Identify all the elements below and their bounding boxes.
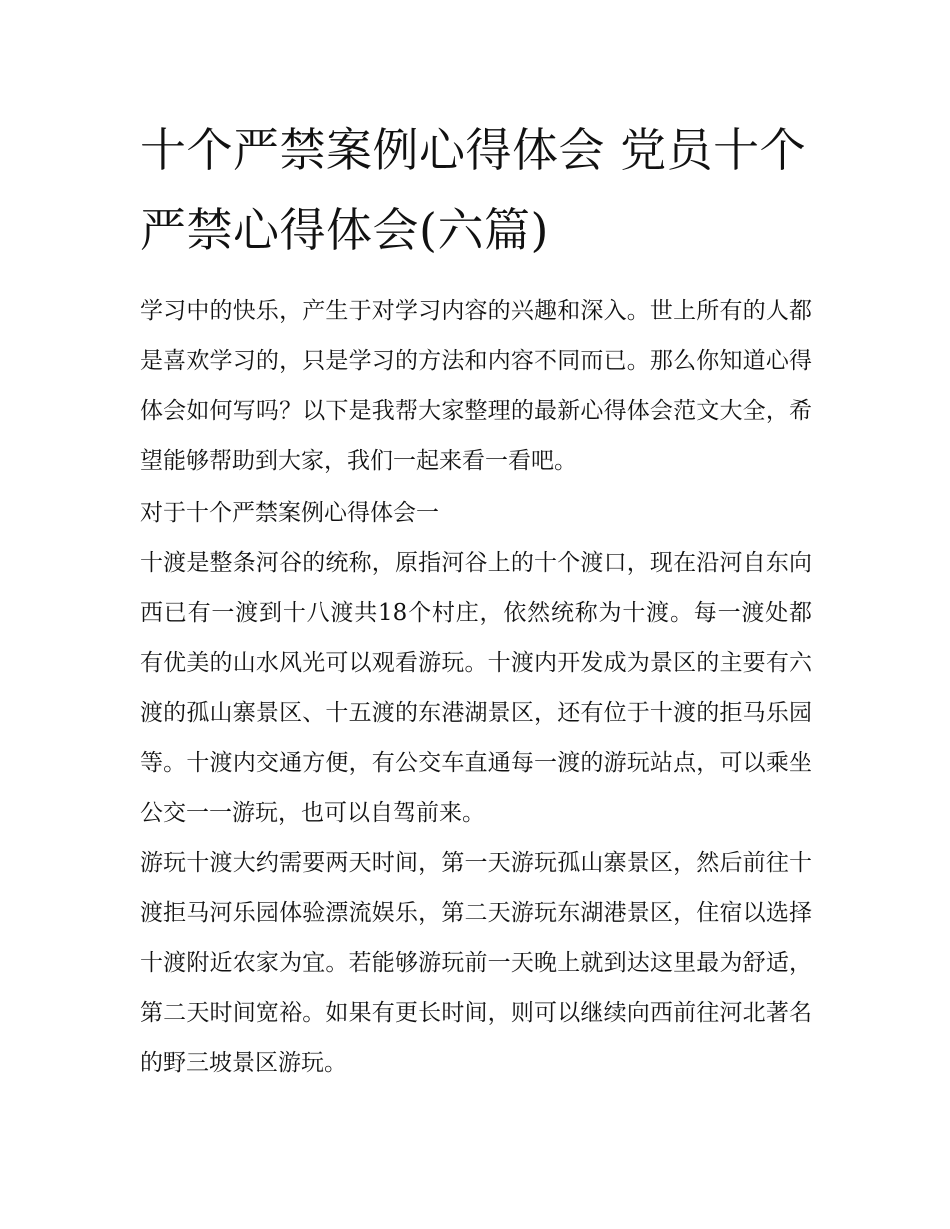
document-body xyxy=(140,286,812,1088)
body-paragraph: 十渡是整条河谷的统称，原指河谷上的十个渡口，现在沿河自东向西已有一渡到十八渡共18个村庄，依然统称为十渡。每一渡处都有优美的山水风光可以观看游玩。十渡内开发成为景区的主要有六渡的孤山寨景区、十五渡的东港湖景区，还有位于十渡的拒马乐园等。十渡内交通方便，有公交车直通每一渡的游玩站点，可以乘坐公交一一游玩，也可以自驾前来。 xyxy=(140,550,812,826)
intro-paragraph: 学习中的快乐，产生于对学习内容的兴趣和深入。世上所有的人都是喜欢学习的，只是学习的方法和内容不同而已。那么你知道心得体会如何写吗？以下是我帮大家整理的最新心得体会范文大全，希望能够帮助到大家，我们一起来看一看吧。 xyxy=(140,298,812,474)
document-title: 十个严禁案例心得体会 党员十个严禁心得体会(六篇) xyxy=(140,123,807,257)
section-heading: 对于十个严禁案例心得体会一 xyxy=(140,500,439,526)
document-page xyxy=(140,110,812,1088)
body-paragraph: 游玩十渡大约需要两天时间，第一天游玩孤山寨景区，然后前往十渡拒马河乐园体验漂流娱乐，第二天游玩东湖港景区，住宿以选择十渡附近农家为宜。若能够游玩前一天晚上就到达这里最为舒适，第二天时间宽裕。如果有更长时间，则可以继续向西前往河北著名的野三坡景区游玩。 xyxy=(140,850,812,1076)
